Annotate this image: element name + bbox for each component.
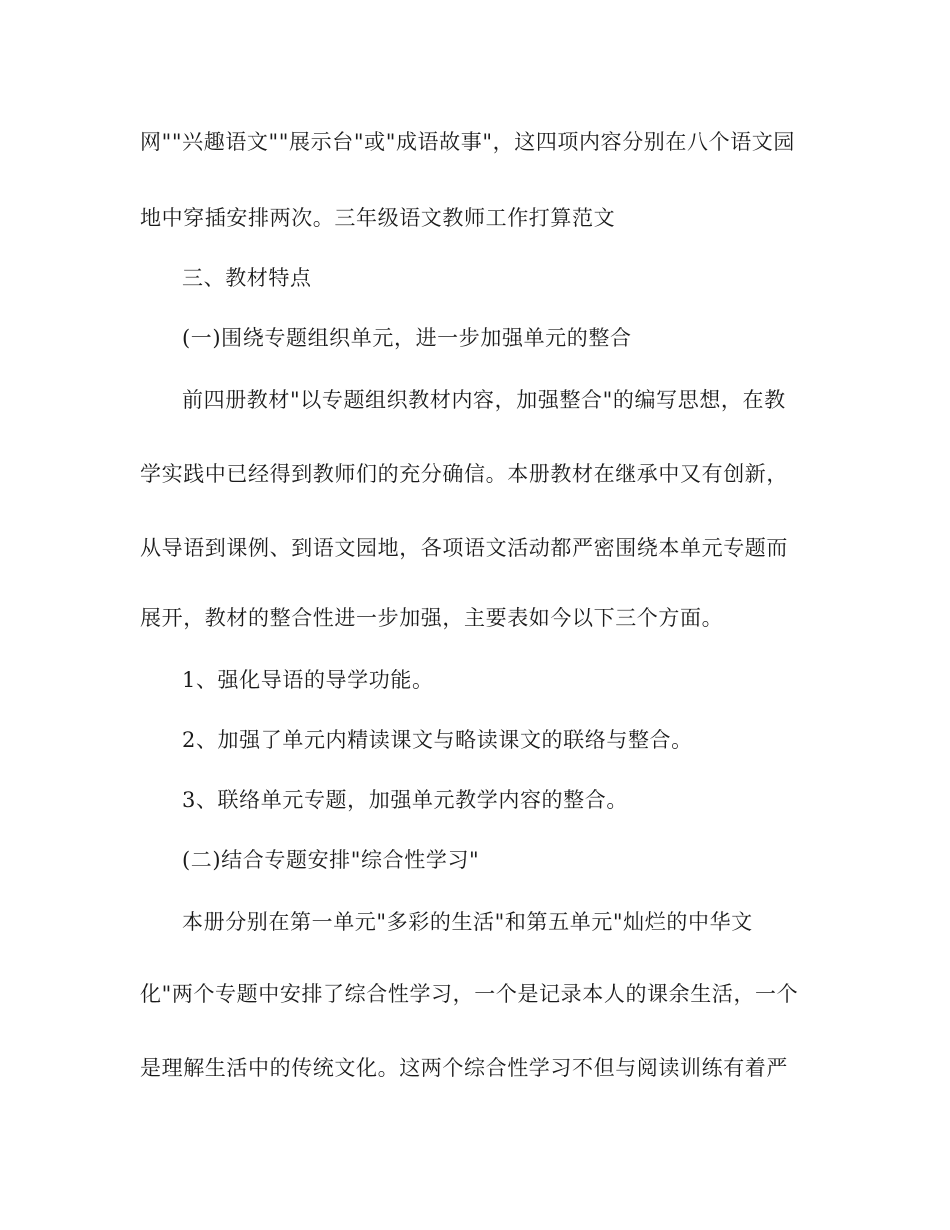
paragraph-line: 网""兴趣语文""展示台"或"成语故事"，这四项内容分别在八个语文园 <box>140 130 796 154</box>
list-item: 2、加强了单元内精读课文与略读课文的联络与整合。 <box>182 728 693 752</box>
section-heading: 三、教材特点 <box>182 266 312 290</box>
paragraph-line: 化"两个专题中安排了综合性学习，一个是记录本人的课余生活，一个 <box>140 982 799 1006</box>
paragraph-line: 本册分别在第一单元"多彩的生活"和第五单元"灿烂的中华文 <box>182 910 753 934</box>
paragraph-line: 是理解生活中的传统文化。这两个综合性学习不但与阅读训练有着严 <box>140 1056 788 1080</box>
subsection-heading: (一)围绕专题组织单元，进一步加强单元的整合 <box>182 326 632 350</box>
paragraph-line: 前四册教材"以专题组织教材内容，加强整合"的编写思想，在教 <box>182 388 786 412</box>
paragraph-line: 地中穿插安排两次。三年级语文教师工作打算范文 <box>140 206 616 230</box>
paragraph-line: 学实践中已经得到教师们的充分确信。本册教材在继承中又有创新， <box>140 462 788 486</box>
paragraph-line: 展开，教材的整合性进一步加强，主要表如今以下三个方面。 <box>140 606 724 630</box>
list-item: 3、联络单元专题，加强单元教学内容的整合。 <box>182 788 628 812</box>
list-item: 1、强化导语的导学功能。 <box>182 668 434 692</box>
subsection-heading: (二)结合专题安排"综合性学习" <box>182 848 480 872</box>
paragraph-line: 从导语到课例、到语文园地，各项语文活动都严密围绕本单元专题而 <box>140 536 788 560</box>
